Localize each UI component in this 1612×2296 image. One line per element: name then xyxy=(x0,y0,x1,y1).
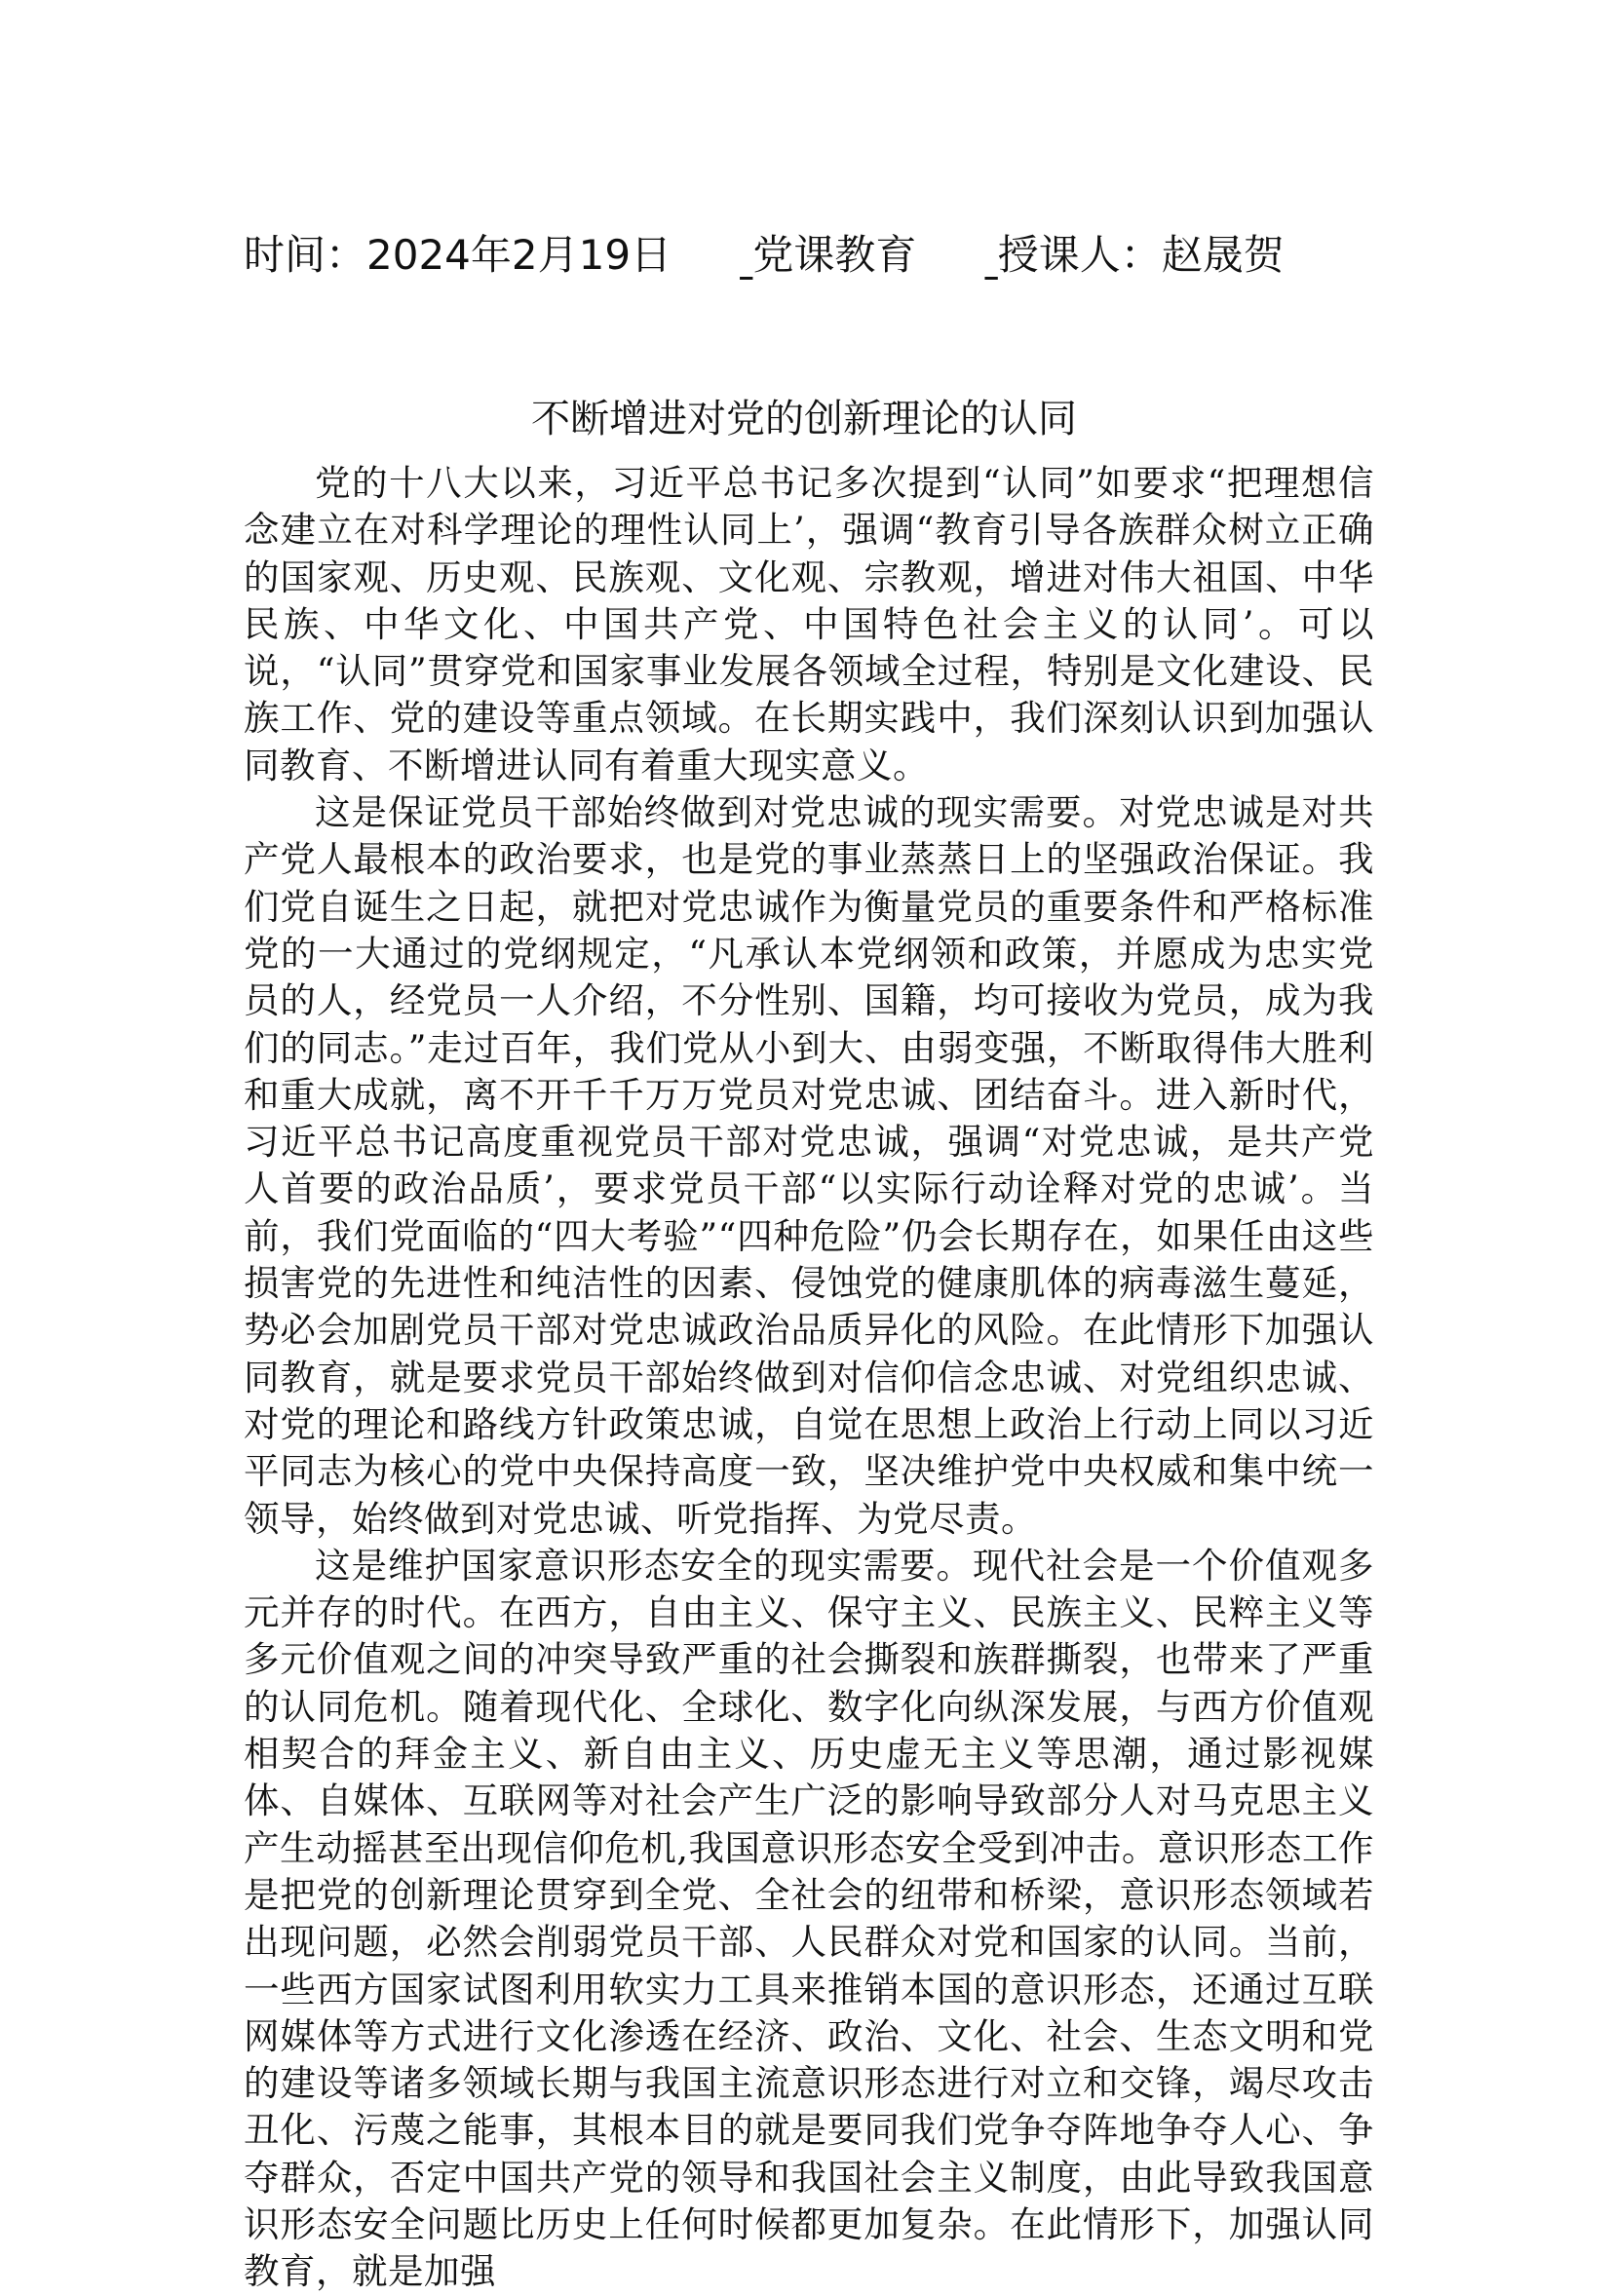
document-body xyxy=(244,460,1374,2296)
document-title: 不断增进对党的创新理论的认同 xyxy=(531,397,1077,441)
lecture-date: 时间：2024年2月19日 xyxy=(244,231,672,279)
paragraph-ideology-security: 这是维护国家意识形态安全的现实需要。现代社会是一个价值观多元并存的时代。在西方，自由主义、保守主义、民族主义、民粹主义等多元价值观之间的冲突导致严重的社会撕裂和族群撕裂，也带来了严重的认同危机。随着现代化、全球化、数字化向纵深发展，与西方价值观相契合的拜金主义、新自由主义、历史虚无主义等思潮，通过影视媒体、自媒体、互联网等对社会产生广泛的影响导致部分人对马克思主义产生动摇甚至出现信仰危机,我国意识形态安全受到冲击。意识形态工作是把党的创新理论贯穿到全党、全社会的纽带和桥梁，意识形态领域若出现问题，必然会削弱党员干部、人民群众对党和国家的认同。当前，一些西方国家试图利用软实力工具来推销本国的意识形态，还通过互联网媒体等方式进行文化渗透在经济、政治、文化、社会、生态文明和党的建设等诸多领域长期与我国主流意识形态进行对立和交锋，竭尽攻击丑化、污蔑之能事，其根本目的就是要同我们党争夺阵地争夺人心、争夺群众，否定中国共产党的领导和我国社会主义制度，由此导致我国意识形态安全问题比历史上任何时候都更加复杂。在此情形下，加强认同教育，就是加强 xyxy=(244,1544,1374,2293)
lecture-info-header xyxy=(244,226,1364,285)
paragraph-loyalty: 这是保证党员干部始终做到对党忠诚的现实需要。对党忠诚是对共产党人最根本的政治要求，也是党的事业蒸蒸日上的坚强政治保证。我们党自诞生之日起，就把对党忠诚作为衡量党员的重要条件和严格标准党的一大通过的党纲规定，“凡承认本党纲领和政策，并愿成为忠实党员的人，经党员一人介绍，不分性别、国籍，均可接收为党员，成为我们的同志。”走过百年，我们党从小到大、由弱变强，不断取得伟大胜利和重大成就，离不开千千万万党员对党忠诚、团结奋斗。进入新时代，习近平总书记高度重视党员干部对党忠诚，强调“对党忠诚，是共产党人首要的政治品质’，要求党员干部“以实际行动诠释对党的忠诚’。当前，我们党面临的“四大考验”“四种危险”仍会长期存在，如果任由这些损害党的先进性和纯洁性的因素、侵蚀党的健康肌体的病毒滋生蔓延，势必会加剧党员干部对党忠诚政治品质异化的风险。在此情形下加强认同教育，就是要求党员干部始终做到对信仰信念忠诚、对党组织忠诚、对党的理论和路线方针政策忠诚，自觉在思想上政治上行动上同以习近平同志为核心的党中央保持高度一致，坚决维护党中央权威和集中统一领导，始终做到对党忠诚、听党指挥、为党尽责。 xyxy=(244,791,1374,1540)
paragraph-intro: 党的十八大以来，习近平总书记多次提到“认同”如要求“把理想信念建立在对科学理论的理性认同上’，强调“教育引导各族群众树立正确的国家观、历史观、民族观、文化观、宗教观，增进对伟大祖国、中华民族、中华文化、中国共产党、中国特色社会主义的认同’。可以说，“认同”贯穿党和国家事业发展各领域全过程，特别是文化建设、民族工作、党的建设等重点领域。在长期实践中，我们深刻认识到加强认同教育、不断增进认同有着重大现实意义。 xyxy=(244,462,1374,786)
lecturer-name: 授课人：赵晟贺 xyxy=(997,231,1285,279)
lecture-course: 党课教育 xyxy=(752,231,917,279)
